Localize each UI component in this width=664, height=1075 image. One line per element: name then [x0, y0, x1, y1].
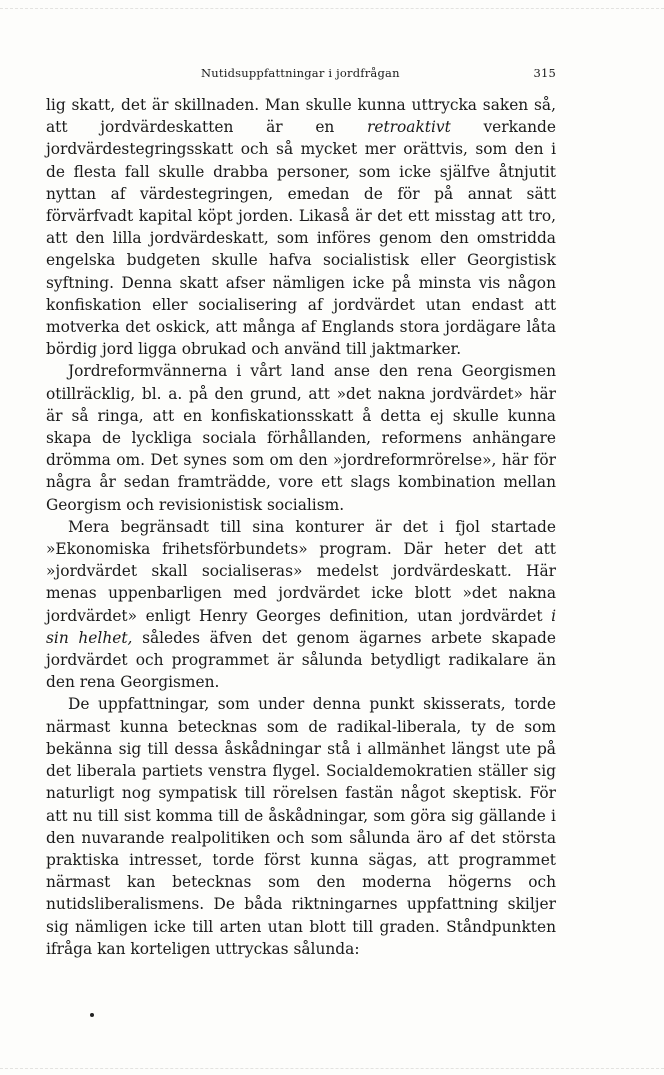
paragraph-text: Mera begränsadt till sina konturer är det i fjol startade »Ekonomiska frihetsförbundets» program. Där heter det att »jordvärdet skall socialiseras» medelst jordvärdeskatt. Här menas uppenbarligen med jordvärdet icke blott »det nakna jordvärdet» enligt Henry Georges definition, utan jordvärdet: [46, 517, 556, 625]
paragraph-text: De uppfattningar, som under denna punkt skisserats, torde närmast kunna betecknas som de radikal-liberala, ty de som bekänna sig till dessa åskådningar stå i allmänhet längst ute på det liberala partiets venstra flygel. Socialdemokratien ställer sig naturligt nog sympatisk till rörelsen fastän något skeptisk. För att nu till sist komma till de åskådningar, som göra sig gällande i den nuvarande realpolitiken och som sålunda äro af det största praktiska intresset, torde först kunna sägas, att programmet närmast kan betecknas som den moderna högerns och nutidsliberalismens. De båda riktningarnes uppfattning skiljer sig nämligen icke till arten utan blott till graden. Ståndpunkten ifråga kan korteligen uttryckas sålunda:: [46, 695, 556, 958]
paragraph: [46, 360, 556, 515]
scan-edge-bottom: [0, 1068, 664, 1069]
running-header: [46, 66, 556, 84]
paragraph-text: således äfven det genom ägarnes arbete skapade jordvärdet och programmet är sålunda betydligt radikalare än den rena Georgismen.: [46, 628, 556, 692]
paragraph: [46, 693, 556, 959]
paragraph: [46, 516, 556, 694]
italic-text: retroaktivt: [367, 118, 451, 137]
paragraph: [46, 94, 556, 360]
paragraph-text: Jordreformvännerna i vårt land anse den rena Georgismen otillräcklig, bl. a. på den grund, att »det nakna jordvärdet» här är så ringa, att en konfiskationsskatt å detta ej skulle kunna skapa de lyckliga sociala förhållanden, reformens anhängare drömma om. Det synes som om den »jordreformrörelse», här för några år sedan framträdde, vore ett slags kombination mellan Georgism och revisionistisk socialism.: [46, 362, 556, 514]
paragraph-text: lig skatt, det är skillnaden. Man skulle kunna uttrycka saken så, att jordvärdeskatten är en: [46, 96, 556, 137]
paragraph-text: verkande jordvärdestegringsskatt och så mycket mer orättvis, som den i de flesta fall skulle drabba personer, som icke själfve åtnjutit nyttan af värdestegringen, emedan de för på annat sätt förvärfvadt kapital köpt jorden. Likaså är det ett misstag att tro, att den lilla jordvärdeskatt, som införes genom den omstridda engelska budgeten skulle hafva socialistisk eller Georgistisk syftning. Denna skatt afser nämligen icke på minsta vis någon konfiskation eller socialisering af jordvärdet utan endast att motverka det oskick, att många af Englands stora jordägare låta bördig jord ligga obrukad och använd till jaktmarker.: [46, 118, 556, 359]
page-number: 315: [533, 66, 556, 80]
italic-text: i sin helhet,: [46, 606, 556, 647]
running-title: Nutidsuppfattningar i jordfrågan: [201, 66, 400, 80]
body-text: [46, 94, 556, 960]
ink-speck: [90, 1013, 94, 1017]
scan-edge-top: [0, 8, 664, 9]
